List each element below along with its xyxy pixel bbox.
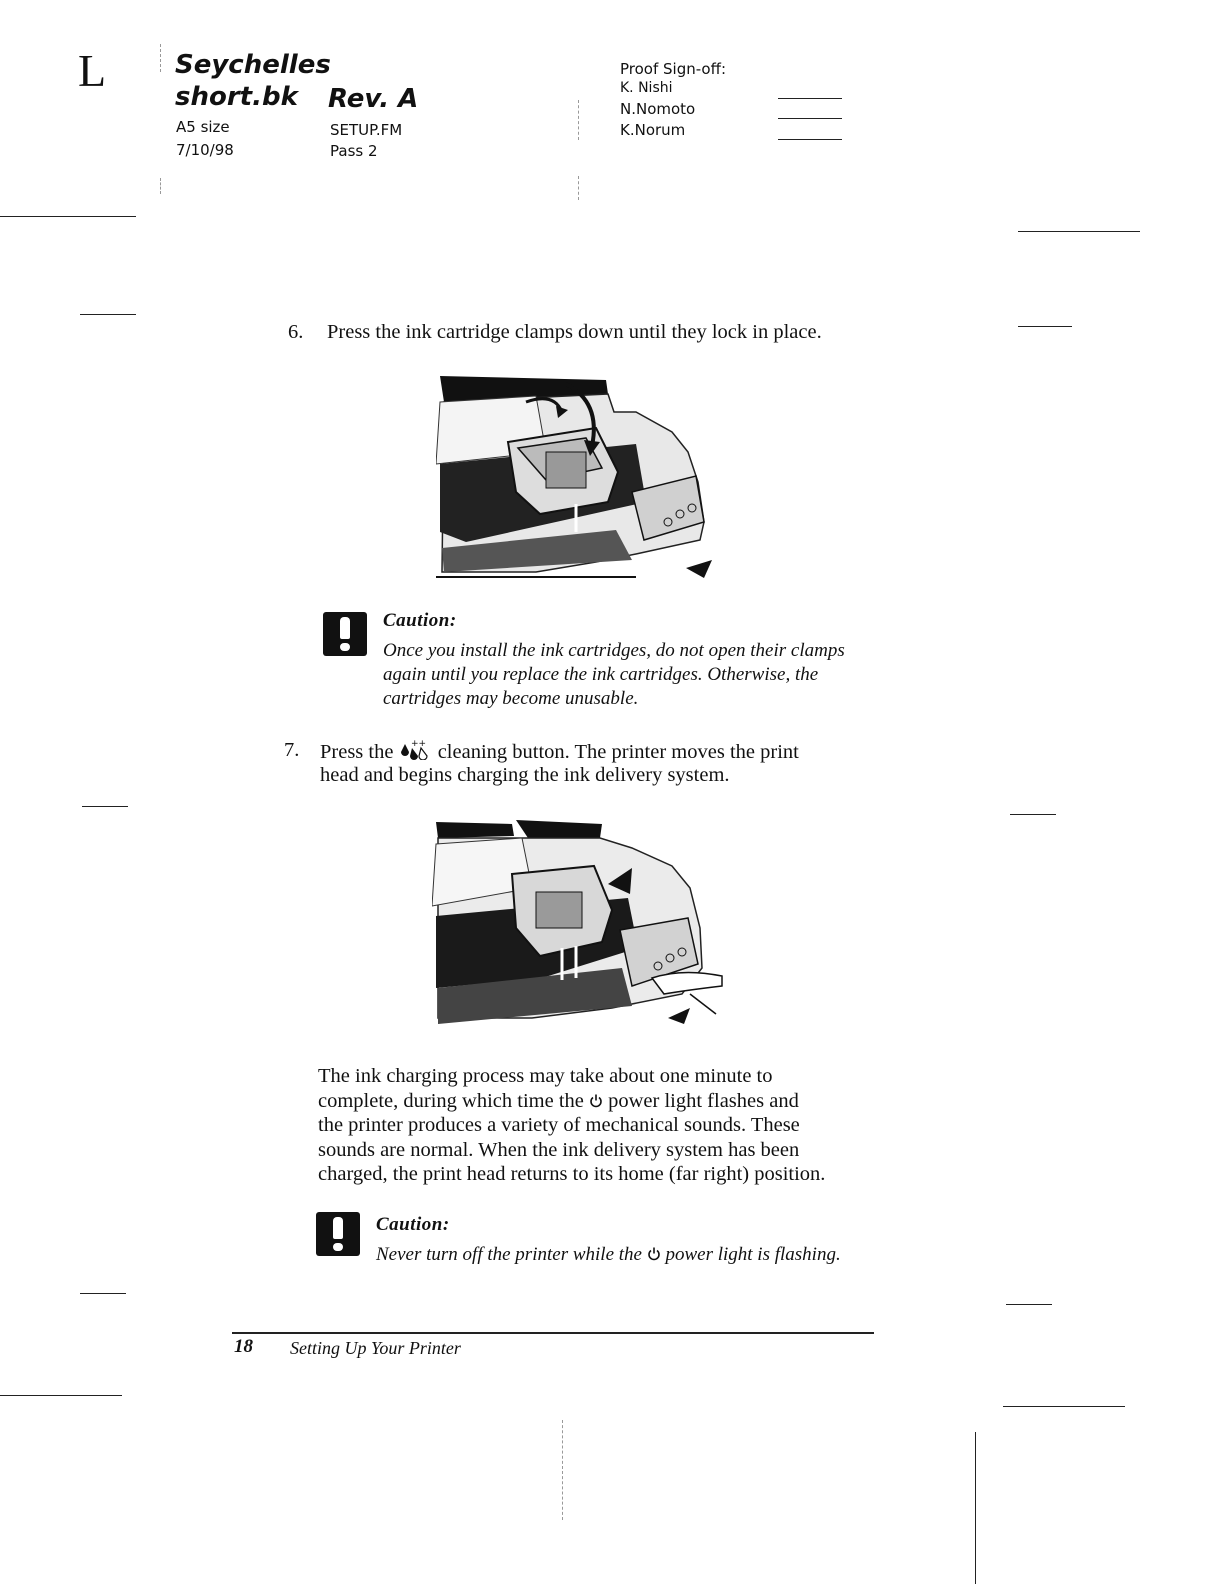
signoff-line [778, 118, 842, 119]
printer-cleaning-button-illustration [432, 818, 732, 1028]
crop-mark [1018, 326, 1072, 327]
header-divider-mid-lower [578, 176, 579, 200]
signoff-line [778, 139, 842, 140]
caution-text-line: again until you replace the ink cartridges. Otherwise, the [383, 664, 819, 685]
crop-mark [82, 806, 128, 807]
caution-icon [323, 612, 367, 656]
revision: Rev. A [328, 84, 419, 114]
step-number: 7. [284, 739, 300, 761]
step-number: 6. [288, 321, 304, 343]
crop-mark [0, 1395, 122, 1396]
caution-icon [316, 1212, 360, 1256]
crop-mark [1003, 1406, 1125, 1407]
signoff-label: Proof Sign-off: [620, 60, 726, 78]
step-text: Press the ink cartridge clamps down until they lock in place. [327, 321, 822, 343]
header-divider-mid [578, 100, 579, 140]
signoff-line [778, 98, 842, 99]
footer-section: Setting Up Your Printer [290, 1338, 461, 1358]
signoff-name: K. Nishi [620, 80, 673, 96]
paper-size: A5 size [176, 118, 230, 136]
file-name: SETUP.FM [330, 121, 403, 139]
paragraph-line: complete, during which time the power light flashes and [318, 1089, 799, 1112]
crop-mark [80, 1293, 126, 1294]
power-icon [647, 1247, 661, 1261]
printer-clamps-illustration [436, 372, 712, 582]
caution-text-line: cartridges may become unusable. [383, 688, 639, 709]
paragraph-line: The ink charging process may take about one minute to [318, 1065, 773, 1087]
step-text: Press the [320, 741, 394, 763]
caution-title: Caution: [383, 610, 457, 631]
book-file: short.bk [175, 82, 298, 112]
signoff-name: K.Norum [620, 121, 686, 139]
caution-text-line: Once you install the ink cartridges, do not open their clamps [383, 640, 845, 661]
header-divider-left [160, 44, 161, 72]
side-letter: L [78, 45, 107, 96]
step-text-line2: head and begins charging the ink delivery system. [320, 764, 730, 786]
header-divider-left-lower [160, 178, 161, 194]
crop-mark [1010, 814, 1056, 815]
footer-rule [232, 1332, 874, 1334]
cleaning-button-icon [399, 738, 433, 760]
pass: Pass 2 [330, 142, 378, 160]
crop-mark-vertical [975, 1432, 976, 1584]
crop-mark-dashed [562, 1420, 563, 1520]
crop-mark [1006, 1304, 1052, 1305]
date: 7/10/98 [176, 141, 234, 159]
signoff-name: N.Nomoto [620, 100, 696, 118]
power-icon [589, 1094, 603, 1108]
paragraph-line: charged, the print head returns to its home (far right) position. [318, 1163, 826, 1185]
svg-text:++: ++ [410, 739, 426, 749]
crop-mark [0, 216, 136, 217]
step-text: cleaning button. The printer moves the print [437, 741, 799, 763]
paragraph-line: sounds are normal. When the ink delivery system has been [318, 1138, 800, 1161]
caution-text-line: Never turn off the printer while the power light is flashing. [376, 1244, 841, 1265]
step-7 [284, 738, 904, 790]
paragraph-line: the printer produces a variety of mechanical sounds. These [318, 1114, 800, 1136]
body-paragraph [318, 1064, 898, 1187]
crop-mark [1018, 231, 1140, 232]
step-line [320, 738, 799, 765]
page-number: 18 [234, 1336, 253, 1357]
book-title: Seychelles [175, 50, 331, 80]
caution-title: Caution: [376, 1214, 450, 1235]
crop-mark [80, 314, 136, 315]
